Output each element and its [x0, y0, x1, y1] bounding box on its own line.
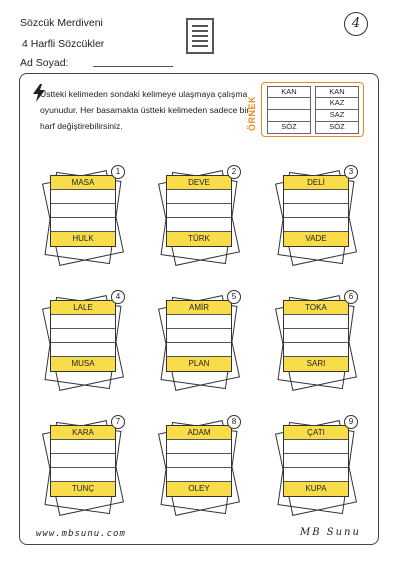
ladder-blank-row[interactable]	[51, 343, 115, 357]
ladder-end-word: TUNÇ	[51, 482, 115, 496]
example-cell: KAN	[315, 86, 359, 98]
footer-website: www.mbsunu.com	[36, 529, 126, 539]
ladder-start-word: TOKA	[284, 301, 348, 315]
worksheet-subtitle: 4 Harfli Sözcükler	[22, 38, 105, 50]
ladder-blank-row[interactable]	[167, 329, 231, 343]
ladder-stack	[50, 175, 116, 247]
ladder-end-word: VADE	[284, 232, 348, 246]
word-ladder-3	[277, 168, 355, 268]
ladder-blank-row[interactable]	[51, 190, 115, 204]
ladder-number: 6	[344, 290, 358, 304]
ladder-end-word: HULK	[51, 232, 115, 246]
ladder-start-word: AMİR	[167, 301, 231, 315]
word-ladder-6	[277, 293, 355, 393]
ladder-blank-row[interactable]	[167, 315, 231, 329]
ladder-stack	[283, 425, 349, 497]
ladder-end-word: MUSA	[51, 357, 115, 371]
name-input-line[interactable]	[93, 66, 173, 67]
ladder-stack	[166, 425, 232, 497]
footer-brand: MB Sunu	[300, 527, 361, 538]
example-right-column	[315, 86, 359, 134]
ladder-stack	[50, 425, 116, 497]
ladder-blank-row[interactable]	[284, 468, 348, 482]
word-ladder-4	[44, 293, 122, 393]
ladder-blank-row[interactable]	[51, 440, 115, 454]
ladder-number: 7	[111, 415, 125, 429]
worksheet-title: Sözcük Merdiveni	[20, 17, 103, 29]
instruction-text: Üstteki kelimeden sondaki kelimeye ulaşmaya çalışma oyunudur. Her basamakta üstteki kelimeden sadece bir harf değiştirebilirsiniz.	[40, 89, 250, 131]
ladder-start-word: ÇATI	[284, 426, 348, 440]
ladder-blank-row[interactable]	[284, 329, 348, 343]
ladder-end-word: TÜRK	[167, 232, 231, 246]
ladder-start-word: DEVE	[167, 176, 231, 190]
ladder-number: 5	[227, 290, 241, 304]
ladder-blank-row[interactable]	[284, 315, 348, 329]
ladder-blank-row[interactable]	[167, 468, 231, 482]
example-cell: KAZ	[315, 98, 359, 110]
ladder-stack	[50, 300, 116, 372]
ladder-number: 4	[111, 290, 125, 304]
ladder-blank-row[interactable]	[284, 440, 348, 454]
ladder-blank-row[interactable]	[51, 218, 115, 232]
ladder-number: 9	[344, 415, 358, 429]
example-label: ÖRNEK	[247, 95, 257, 131]
example-cell	[267, 110, 311, 122]
ladder-number: 1	[111, 165, 125, 179]
ladder-blank-row[interactable]	[284, 218, 348, 232]
ladder-blank-row[interactable]	[51, 468, 115, 482]
example-left-column	[267, 86, 311, 134]
word-ladder-8	[160, 418, 238, 518]
ladder-blank-row[interactable]	[284, 343, 348, 357]
name-label: Ad Soyad:	[20, 57, 69, 69]
ladder-number: 3	[344, 165, 358, 179]
word-ladder-2	[160, 168, 238, 268]
example-cell	[267, 98, 311, 110]
ladder-blank-row[interactable]	[51, 204, 115, 218]
ladder-end-word: KUPA	[284, 482, 348, 496]
word-ladder-7	[44, 418, 122, 518]
ladder-stack	[283, 175, 349, 247]
example-cell: SÖZ	[267, 122, 311, 134]
ladder-start-word: ADAM	[167, 426, 231, 440]
ladder-blank-row[interactable]	[167, 440, 231, 454]
ladder-end-word: PLAN	[167, 357, 231, 371]
ladder-start-word: MASA	[51, 176, 115, 190]
ladder-blank-row[interactable]	[167, 454, 231, 468]
example-cell: SÖZ	[315, 122, 359, 134]
ladder-start-word: DELİ	[284, 176, 348, 190]
ladder-end-word: OLEY	[167, 482, 231, 496]
ladder-blank-row[interactable]	[167, 204, 231, 218]
ladder-blank-row[interactable]	[167, 343, 231, 357]
document-icon	[186, 18, 214, 54]
word-ladder-5	[160, 293, 238, 393]
ladder-blank-row[interactable]	[167, 218, 231, 232]
page-number-badge: 4	[344, 12, 368, 36]
word-ladder-9	[277, 418, 355, 518]
ladder-start-word: LALE	[51, 301, 115, 315]
ladder-blank-row[interactable]	[51, 454, 115, 468]
example-box	[261, 82, 364, 137]
example-cell: KAN	[267, 86, 311, 98]
ladder-blank-row[interactable]	[51, 329, 115, 343]
ladder-stack	[283, 300, 349, 372]
example-cell: SAZ	[315, 110, 359, 122]
ladder-blank-row[interactable]	[284, 190, 348, 204]
ladder-blank-row[interactable]	[284, 454, 348, 468]
word-ladder-1	[44, 168, 122, 268]
ladder-blank-row[interactable]	[51, 315, 115, 329]
ladder-start-word: KARA	[51, 426, 115, 440]
ladder-number: 2	[227, 165, 241, 179]
ladder-stack	[166, 300, 232, 372]
ladder-stack	[166, 175, 232, 247]
ladder-blank-row[interactable]	[284, 204, 348, 218]
ladder-blank-row[interactable]	[167, 190, 231, 204]
ladder-number: 8	[227, 415, 241, 429]
ladder-end-word: SARI	[284, 357, 348, 371]
